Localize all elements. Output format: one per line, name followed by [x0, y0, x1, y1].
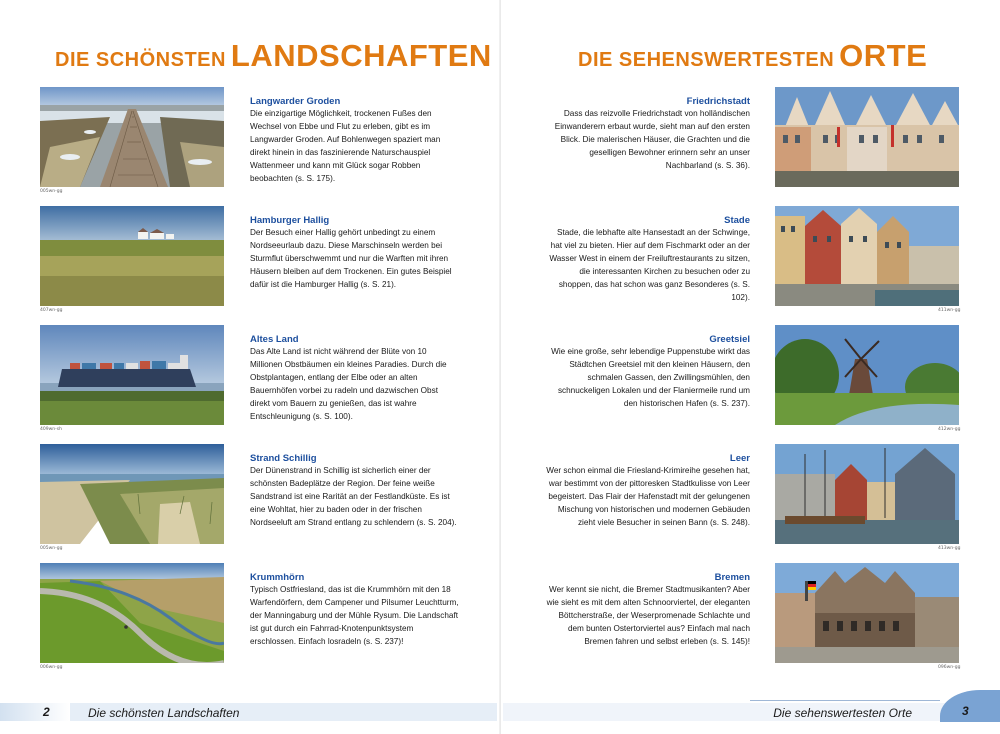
photo-credit: 096wn-gg — [938, 665, 961, 670]
entry-title: Leer — [729, 453, 750, 464]
photo-credit: 005wn-gg — [40, 189, 63, 194]
entry-title: Langwarder Groden — [250, 96, 341, 107]
entry-text — [250, 571, 460, 649]
entry-body: Wer schon einmal die Friesland-Krimireihe gesehen hat, war bestimmt von der pittoresken Stadtkulisse von Leer begeistert. Das Flair der Hafenstadt mit der gelungenen Mischung von historischen und modernen Gebäuden zieht viele Besucher in seinen Bann (s. S. 248). — [546, 466, 750, 527]
footer-rule — [750, 700, 940, 701]
entry-text — [250, 95, 460, 185]
entry-title: Friedrichstadt — [686, 96, 750, 107]
entry-title: Strand Schillig — [250, 453, 317, 464]
entry-body: Der Besuch einer Hallig gehört unbedingt zu einem Nordseeurlaub dazu. Diese Marschinseln werden bei Sturmflut überschwemmt und nur die Warften mit ihren Häusern bleiben auf dem Trockenen. Ein gutes Beispiel dafür ist die Hamburger Hallig (s. S. 21). — [250, 228, 452, 289]
entry-title: Hamburger Hallig — [250, 215, 330, 226]
heading-big: LANDSCHAFTEN — [230, 38, 492, 73]
entry-text — [545, 95, 750, 173]
landscape-entry — [0, 325, 500, 432]
photo-leer — [775, 444, 959, 544]
place-entry — [500, 563, 1000, 670]
photo-friedrichstadt — [775, 87, 959, 187]
photo-credit: 413wn-gg — [938, 546, 961, 551]
entry-body: Die einzigartige Möglichkeit, trockenen Fußes den Wechsel von Ebbe und Flut zu erleben, gibt es im Langwarder Groden. Auf Bohlenwegen spaziert man direkt hinein in das faszinierende Naturschauspiel Wattenmeer und kann mit Glück sogar Robben beobachten (s. S. 175). — [250, 109, 441, 183]
landscape-entry — [0, 563, 500, 670]
photo-altes-land — [40, 325, 224, 425]
page-heading — [55, 38, 492, 74]
photo-strand-schillig — [40, 444, 224, 544]
entry-text — [250, 333, 460, 423]
landscape-entry — [0, 206, 500, 313]
entry-title: Greetsiel — [709, 334, 750, 345]
entry-body: Das Alte Land ist nicht während der Blüte von 10 Millionen Obstbäumen ein kleines Paradies. Durch die Obstplantagen, entlang der Elbe oder an alten Bauernhöfen vorbei zu radeln und dazwischen Obst direkt vom Bauern zu genießen, das ist wahre Entschleunigung (s. S. 100). — [250, 347, 447, 421]
footer-right — [500, 698, 1000, 734]
entry-text — [545, 571, 750, 649]
landscape-entry — [0, 444, 500, 551]
photo-langwarder-groden — [40, 87, 224, 187]
running-title: Die sehenswertesten Orte — [773, 706, 912, 720]
photo-credit: 407wn-gg — [40, 308, 63, 313]
photo-credit: 006wn-gg — [40, 665, 63, 670]
photo-stade — [775, 206, 959, 306]
place-entry — [500, 87, 1000, 189]
entry-text — [250, 214, 460, 292]
footer-tab — [0, 703, 70, 721]
heading-small: DIE SEHENSWERTESTEN — [578, 49, 835, 71]
footer-bar — [0, 703, 497, 721]
footer-left — [0, 703, 500, 734]
photo-credit: 005wn-gg — [40, 546, 63, 551]
entry-text — [545, 214, 750, 304]
landscape-entry — [0, 87, 500, 194]
photo-greetsiel — [775, 325, 959, 425]
entry-text — [545, 452, 750, 530]
entry-title: Stade — [724, 215, 750, 226]
photo-credit: 412wn-gg — [938, 427, 961, 432]
entry-body: Wie eine große, sehr lebendige Puppenstube wirkt das Städtchen Greetsiel mit den kleinen Häusern, den schmalen Gassen, den Zwillingsmühlen, den schnuckeligen Lokalen und der Flaniermeile rund um den historischen Hafen (s. S. 237). — [551, 347, 750, 408]
entry-body: Dass das reizvolle Friedrichstadt von holländischen Einwanderern erbaut wurde, sieht man auf den ersten Blick. Die malerischen Häuser, die Grachten und die geselligen Bewohner erinnern sehr an unser Nachbarland (s. S. 36). — [554, 109, 750, 170]
photo-krummhoern — [40, 563, 224, 663]
place-entry — [500, 325, 1000, 432]
footer-bar — [503, 703, 1000, 721]
entry-body: Typisch Ostfriesland, das ist die Krummhörn mit den 18 Warfendörfern, dem Campener und Pilsumer Leuchtturm, der Manningaburg und der Mühle Rysum. Die Landschaft ist gut durch ein Fahrrad-Knotenpunktsystem erschlossen. Einfach losradeln (s. S. 237)! — [250, 585, 459, 646]
entry-body: Wer kennt sie nicht, die Bremer Stadtmusikanten? Aber wie sieht es mit dem alten Schnoorviertel, der eleganten Böttcherstraße, der Weserpromenade Schlachte und dem bunten Ostertorviertel aus? Einfach mal nach Bremen fahren und selbst erleben (s. S. 145)! — [546, 585, 750, 646]
page-heading — [578, 38, 927, 74]
running-title: Die schönsten Landschaften — [88, 706, 240, 720]
place-entry — [500, 444, 1000, 551]
heading-small: DIE SCHÖNSTEN — [55, 49, 226, 71]
page-number: 2 — [43, 705, 50, 719]
entry-title: Altes Land — [250, 334, 299, 345]
entry-title: Bremen — [714, 572, 750, 583]
entry-title: Krummhörn — [250, 572, 305, 583]
entry-text — [250, 452, 460, 530]
photo-credit: 409wn-sh — [40, 427, 62, 432]
entry-text — [545, 333, 750, 411]
page-number: 3 — [962, 704, 969, 718]
heading-big: ORTE — [839, 38, 928, 73]
entry-body: Der Dünenstrand in Schillig ist sicherlich einer der schönsten Badeplätze der Region. Der feine weiße Sandstrand ist eine Rarität an der Festlandküste. Es ist eine Wohltat, hier zu baden oder in der frischen Nordseeluft am Strand entlang zu schlendern (s. S. 204). — [250, 466, 457, 527]
place-entry — [500, 206, 1000, 313]
right-page — [500, 0, 1000, 734]
entry-body: Stade, die lebhafte alte Hansestadt an der Schwinge, hat viel zu bieten. Hier auf dem Fischmarkt oder an der Wasser West in einem der Freiluftrestaurants zu sitzen, die interessanten Kirchen zu besuchen oder zu shoppen, das hat schon was ganz Besonderes (s. S. 102). — [549, 228, 750, 302]
photo-hamburger-hallig — [40, 206, 224, 306]
photo-credit: 411wn-gg — [938, 308, 961, 313]
photo-bremen — [775, 563, 959, 663]
